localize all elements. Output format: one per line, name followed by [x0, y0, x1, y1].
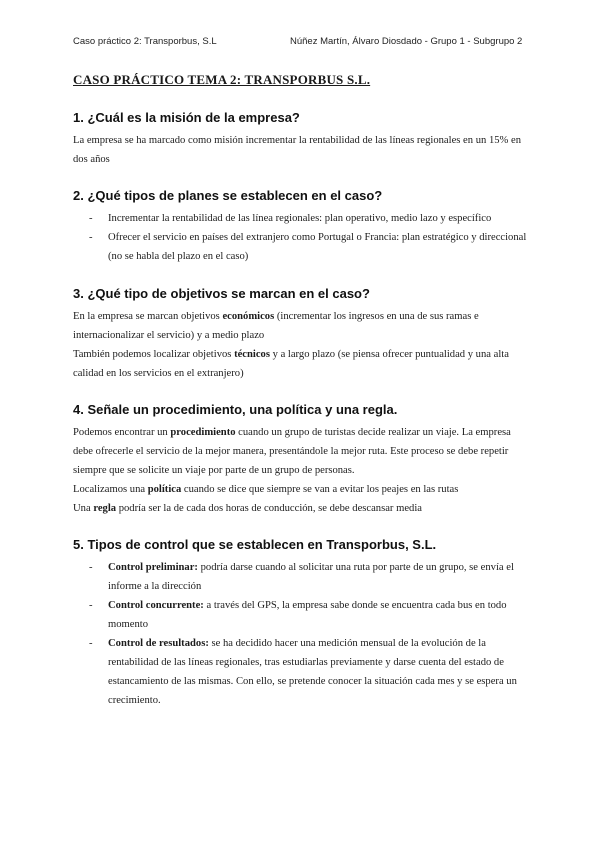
list-item: - Control preliminar: podría darse cuando al solicitar una ruta por parte de un grupo, se envía el informe a la dirección	[73, 558, 533, 596]
page-header-right: Núñez Martín, Álvaro Diosdado - Grupo 1 - Subgrupo 2	[290, 36, 523, 47]
section-controls	[73, 537, 533, 710]
dash-bullet: -	[89, 600, 93, 611]
section-objectives	[73, 286, 533, 383]
page-header-left: Caso práctico 2: Transporbus, S.L	[73, 36, 217, 47]
document-title: CASO PRÁCTICO TEMA 2: TRANSPORBUS S.L.	[73, 72, 371, 87]
section-mission	[73, 110, 533, 169]
section-heading: 1. ¿Cuál es la misión de la empresa?	[73, 110, 300, 125]
controls-list	[73, 558, 533, 710]
section-heading: 5. Tipos de control que se establecen en Transporbus, S.L.	[73, 537, 437, 552]
list-item: - Ofrecer el servicio en países del extranjero como Portugal o Francia: plan estratégico y direccional (no se habla del plazo en el caso)	[73, 228, 533, 266]
section-paragraph: También podemos localizar objetivos técnicos y a largo plazo (se piensa ofrecer puntualidad y una alta calidad en los servicios en el extranjero)	[73, 349, 509, 379]
section-heading: 3. ¿Qué tipo de objetivos se marcan en el caso?	[73, 286, 370, 301]
list-item: - Control de resultados: se ha decidido hacer una medición mensual de la evolución de la rentabilidad de las líneas regionales, tras estudiarlas previamente y darse cuenta del estado de estancamiento de las mismas. Con ello, se pretende conocer la situación cada mes y se espera un crecimiento.	[73, 634, 533, 710]
section-heading: 2. ¿Qué tipos de planes se establecen en el caso?	[73, 188, 383, 203]
dash-bullet: -	[89, 213, 93, 224]
section-heading: 4. Señale un procedimiento, una política y una regla.	[73, 402, 398, 417]
section-paragraph: Podemos encontrar un procedimiento cuando un grupo de turistas decide realizar un viaje. La empresa debe ofrecerle el servicio de la mejor manera, presentándole la mejor ruta. Este proceso se debe repetir siempre que se solicite un viaje por parte de un grupo de personas.	[73, 427, 511, 476]
dash-bullet: -	[89, 638, 93, 649]
section-paragraph: En la empresa se marcan objetivos económicos (incrementar los ingresos en una de sus ramas e internacionalizar el servicio) y a medio plazo	[73, 311, 479, 341]
list-item: - Control concurrente: a través del GPS, la empresa sabe donde se encuentra cada bus en todo momento	[73, 596, 533, 634]
list-item: - Incrementar la rentabilidad de las línea regionales: plan operativo, medio lazo y específico	[73, 209, 533, 228]
section-paragraph: La empresa se ha marcado como misión incrementar la rentabilidad de las líneas regionales en un 15% en dos años	[73, 135, 522, 165]
section-paragraph: Una regla podría ser la de cada dos horas de conducción, se debe descansar media	[73, 503, 422, 514]
dash-bullet: -	[89, 562, 93, 573]
dash-bullet: -	[89, 232, 93, 243]
section-procedure-policy-rule	[73, 402, 533, 518]
section-paragraph: Localizamos una política cuando se dice que siempre se van a evitar los peajes en las rutas	[73, 484, 459, 495]
section-plans	[73, 188, 533, 266]
plans-list	[73, 209, 533, 266]
